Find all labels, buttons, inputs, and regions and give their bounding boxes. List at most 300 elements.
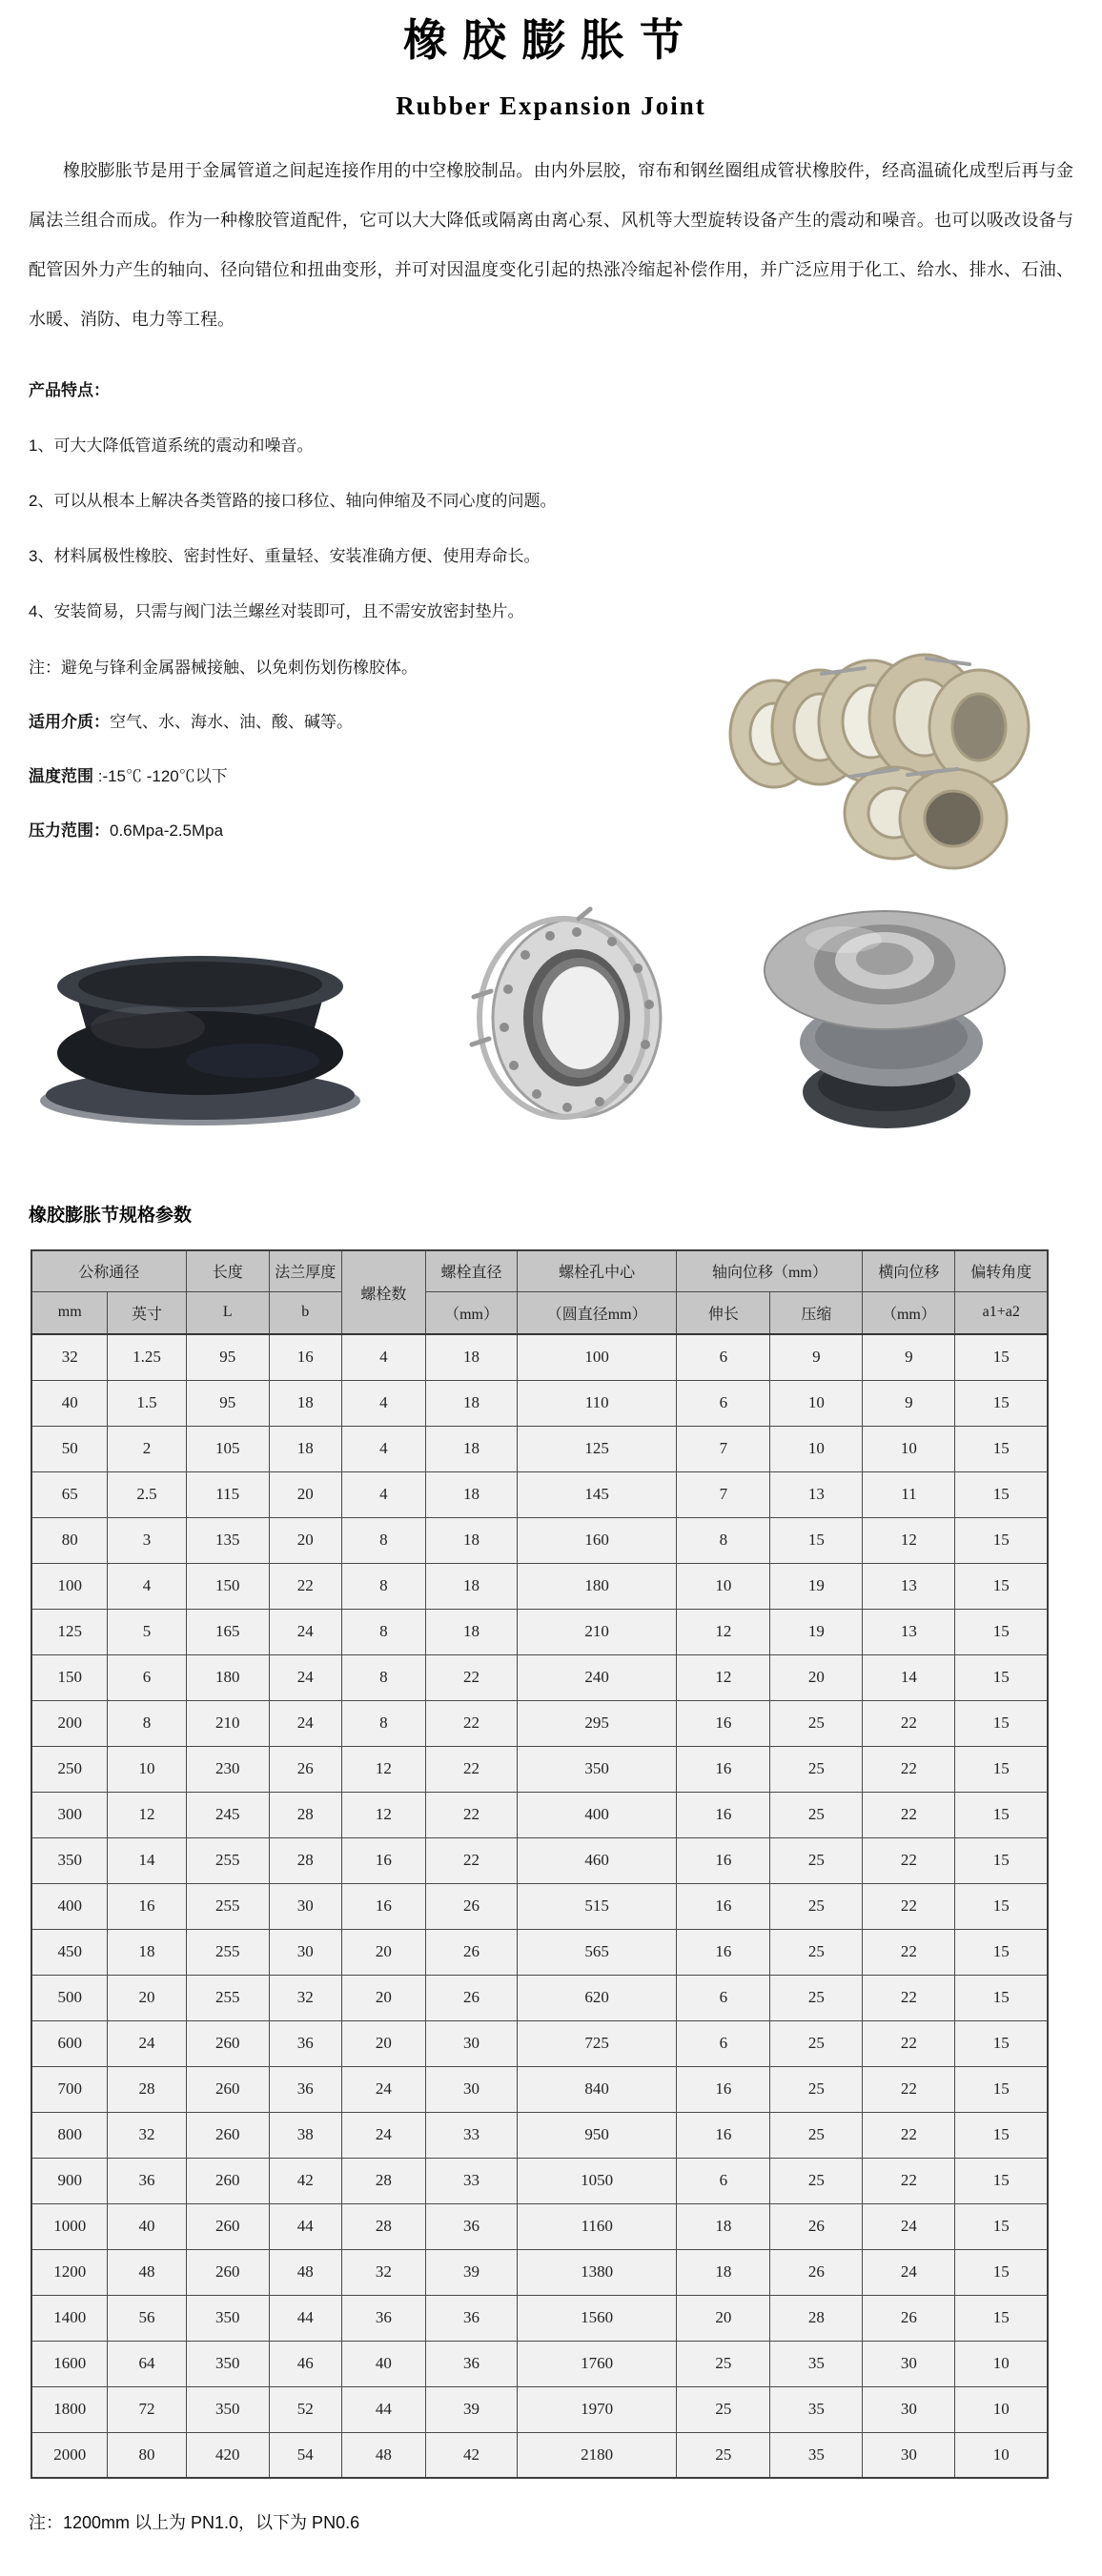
table-cell: 9 — [770, 1334, 863, 1380]
table-cell: 25 — [770, 1792, 863, 1837]
table-row — [31, 1700, 1048, 1746]
table-cell: 5 — [108, 1609, 186, 1654]
table-cell: 350 — [186, 2386, 269, 2432]
table-cell: 1760 — [518, 2341, 677, 2386]
intro-paragraph: 橡胶膨胀节是用于金属管道之间起连接作用的中空橡胶制品。由内外层胶，帘布和钢丝圈组成管状橡胶件，经高温硫化成型后再与金属法兰组合而成。作为一种橡胶管道配件，它可以大大降低或隔离由离心泵、风机等大型旋转设备产生的震动和噪音。也可以吸改设备与配管因外力产生的轴向、径向错位和扭曲变形，并可对因温度变化引起的热涨冷缩起补偿作用，并广泛应用于化工、给水、排水、石油、水暖、消防、电力等工程。 — [29, 161, 1073, 329]
table-cell: 22 — [426, 1746, 518, 1792]
spec-value-pressure: 0.6Mpa-2.5Mpa — [110, 821, 224, 840]
table-cell: 260 — [186, 2020, 269, 2066]
table-cell: 15 — [955, 1929, 1048, 1975]
table-cell: 39 — [426, 2386, 518, 2432]
col-length-sub: L — [186, 1291, 269, 1334]
table-cell: 35 — [770, 2432, 863, 2478]
table-cell: 250 — [31, 1746, 108, 1792]
table-cell: 30 — [269, 1883, 341, 1929]
col-flange-thickness: 法兰厚度 — [269, 1250, 341, 1291]
table-cell: 300 — [31, 1792, 108, 1837]
table-cell: 25 — [770, 1883, 863, 1929]
table-row — [31, 2386, 1048, 2432]
table-cell: 25 — [677, 2341, 770, 2386]
usage-note: 注：避免与锋利金属器械接触、以免刺伤划伤橡胶体。 — [29, 659, 418, 677]
table-cell: 15 — [955, 1746, 1048, 1792]
table-cell: 44 — [269, 2295, 341, 2341]
table-cell: 16 — [341, 1837, 425, 1883]
table-cell: 15 — [955, 2158, 1048, 2203]
table-cell: 15 — [955, 1517, 1048, 1563]
table-cell: 16 — [341, 1883, 425, 1929]
table-cell: 150 — [31, 1654, 108, 1700]
table-cell: 260 — [186, 2112, 269, 2158]
table-cell: 35 — [770, 2341, 863, 2386]
table-cell: 25 — [677, 2386, 770, 2432]
spec-line-pressure — [29, 817, 696, 841]
table-cell: 255 — [186, 1883, 269, 1929]
table-cell: 24 — [269, 1700, 341, 1746]
table-cell: 36 — [108, 2158, 186, 2203]
table-cell: 24 — [341, 2066, 425, 2112]
table-cell: 80 — [108, 2432, 186, 2478]
table-cell: 18 — [426, 1471, 518, 1517]
table-cell: 25 — [770, 1700, 863, 1746]
table-cell: 1970 — [518, 2386, 677, 2432]
table-cell: 700 — [31, 2066, 108, 2112]
col-mm: mm — [31, 1291, 108, 1334]
table-row — [31, 1929, 1048, 1975]
table-cell: 565 — [518, 1929, 677, 1975]
table-cell: 56 — [108, 2295, 186, 2341]
table-row — [31, 1975, 1048, 2020]
product-photo-metal-flange-ring — [464, 905, 672, 1131]
table-cell: 25 — [770, 2066, 863, 2112]
table-cell: 255 — [186, 1929, 269, 1975]
table-cell: 15 — [955, 2112, 1048, 2158]
table-cell: 260 — [186, 2249, 269, 2295]
table-row — [31, 2432, 1048, 2478]
table-cell: 26 — [770, 2249, 863, 2295]
feature-item-2: 2、可以从根本上解决各类管路的接口移位、轴向伸缩及不同心度的问题。 — [29, 492, 557, 510]
table-cell: 210 — [186, 1700, 269, 1746]
table-cell: 35 — [770, 2386, 863, 2432]
table-cell: 24 — [863, 2203, 955, 2249]
table-cell: 15 — [955, 1471, 1048, 1517]
col-bolt-circle: 螺栓孔中心 — [518, 1250, 677, 1291]
table-cell: 33 — [426, 2158, 518, 2203]
table-cell: 39 — [426, 2249, 518, 2295]
spec-line-temperature — [29, 762, 696, 786]
table-cell: 25 — [770, 1929, 863, 1975]
table-cell: 1800 — [31, 2386, 108, 2432]
table-row — [31, 1837, 1048, 1883]
table-cell: 22 — [426, 1792, 518, 1837]
table-cell: 150 — [186, 1563, 269, 1609]
table-cell: 36 — [269, 2066, 341, 2112]
product-photo-gray-rubber-joint — [758, 902, 1015, 1134]
spec-table-section — [17, 1201, 1085, 2534]
table-cell: 8 — [341, 1700, 425, 1746]
table-cell: 44 — [341, 2386, 425, 2432]
table-cell: 80 — [31, 1517, 108, 1563]
table-cell: 26 — [269, 1746, 341, 1792]
table-cell: 13 — [863, 1609, 955, 1654]
spec-line-medium — [29, 708, 696, 732]
table-cell: 10 — [955, 2432, 1048, 2478]
table-row — [31, 1609, 1048, 1654]
table-cell: 15 — [955, 1426, 1048, 1471]
table-cell: 15 — [955, 1609, 1048, 1654]
table-cell: 400 — [31, 1883, 108, 1929]
table-cell: 48 — [269, 2249, 341, 2295]
col-inch: 英寸 — [108, 1291, 186, 1334]
table-cell: 12 — [677, 1654, 770, 1700]
table-cell: 620 — [518, 1975, 677, 2020]
table-cell: 950 — [518, 2112, 677, 2158]
table-cell: 18 — [426, 1334, 518, 1380]
table-cell: 26 — [863, 2295, 955, 2341]
table-cell: 2180 — [518, 2432, 677, 2478]
table-cell: 1050 — [518, 2158, 677, 2203]
table-cell: 64 — [108, 2341, 186, 2386]
col-bolt-diameter: 螺栓直径 — [426, 1250, 518, 1291]
spec-table-body — [31, 1334, 1048, 2478]
table-cell: 6 — [677, 2158, 770, 2203]
table-cell: 38 — [269, 2112, 341, 2158]
table-cell: 25 — [770, 2158, 863, 2203]
table-cell: 10 — [770, 1426, 863, 1471]
table-cell: 18 — [108, 1929, 186, 1975]
product-photo-black-rubber-joint — [5, 937, 386, 1129]
table-cell: 25 — [770, 1837, 863, 1883]
table-cell: 16 — [677, 1837, 770, 1883]
table-cell: 22 — [863, 1883, 955, 1929]
col-length: 长度 — [186, 1250, 269, 1291]
table-cell: 11 — [863, 1471, 955, 1517]
table-cell: 10 — [955, 2341, 1048, 2386]
col-axial-displacement: 轴向位移（mm） — [677, 1250, 863, 1291]
table-cell: 2000 — [31, 2432, 108, 2478]
table-cell: 20 — [770, 1654, 863, 1700]
table-cell: 42 — [426, 2432, 518, 2478]
col-axial-comp: 压缩 — [770, 1291, 863, 1334]
table-cell: 3 — [108, 1517, 186, 1563]
table-cell: 16 — [108, 1883, 186, 1929]
col-axial-ext: 伸长 — [677, 1291, 770, 1334]
footer-note: 注：1200mm 以上为 PN1.0，以下为 PN0.6 — [29, 2513, 360, 2532]
spec-label-temperature: 温度范围 — [29, 767, 93, 785]
table-cell: 8 — [108, 1700, 186, 1746]
table-cell: 8 — [341, 1654, 425, 1700]
table-cell: 30 — [426, 2020, 518, 2066]
table-row — [31, 2249, 1048, 2295]
table-cell: 22 — [863, 1700, 955, 1746]
table-cell: 600 — [31, 2020, 108, 2066]
feature-item-3: 3、材料属极性橡胶、密封性好、重量轻、安装准确方便、使用寿命长。 — [29, 547, 541, 565]
table-cell: 295 — [518, 1700, 677, 1746]
table-cell: 36 — [269, 2020, 341, 2066]
table-cell: 24 — [269, 1609, 341, 1654]
table-cell: 46 — [269, 2341, 341, 2386]
table-cell: 18 — [269, 1426, 341, 1471]
col-lateral: 横向位移 — [863, 1250, 955, 1291]
table-cell: 800 — [31, 2112, 108, 2158]
table-cell: 22 — [863, 2066, 955, 2112]
table-cell: 15 — [955, 1883, 1048, 1929]
table-cell: 30 — [863, 2341, 955, 2386]
table-cell: 14 — [108, 1837, 186, 1883]
table-cell: 22 — [269, 1563, 341, 1609]
table-cell: 1200 — [31, 2249, 108, 2295]
table-row — [31, 2203, 1048, 2249]
table-cell: 8 — [341, 1609, 425, 1654]
table-row — [31, 1654, 1048, 1700]
table-cell: 22 — [863, 1837, 955, 1883]
table-cell: 19 — [770, 1609, 863, 1654]
features-section — [29, 376, 696, 841]
table-cell: 1400 — [31, 2295, 108, 2341]
col-flange-sub: b — [269, 1291, 341, 1334]
table-cell: 16 — [677, 1929, 770, 1975]
table-cell: 1560 — [518, 2295, 677, 2341]
table-cell: 460 — [518, 1837, 677, 1883]
table-cell: 10 — [863, 1426, 955, 1471]
table-cell: 125 — [518, 1426, 677, 1471]
table-cell: 105 — [186, 1426, 269, 1471]
table-cell: 19 — [770, 1563, 863, 1609]
table-cell: 20 — [269, 1517, 341, 1563]
table-cell: 22 — [863, 2112, 955, 2158]
table-cell: 95 — [186, 1334, 269, 1380]
table-cell: 25 — [770, 1975, 863, 2020]
table-cell: 18 — [426, 1609, 518, 1654]
table-cell: 22 — [426, 1700, 518, 1746]
table-cell: 515 — [518, 1883, 677, 1929]
table-cell: 110 — [518, 1380, 677, 1426]
table-cell: 15 — [955, 1654, 1048, 1700]
table-cell: 26 — [770, 2203, 863, 2249]
table-cell: 16 — [677, 1792, 770, 1837]
table-cell: 15 — [955, 2295, 1048, 2341]
table-row — [31, 2158, 1048, 2203]
table-cell: 100 — [518, 1334, 677, 1380]
spec-table-heading: 橡胶膨胀节规格参数 — [29, 1206, 193, 1226]
table-cell: 20 — [108, 1975, 186, 2020]
feature-item-4: 4、安装简易，只需与阀门法兰螺丝对装即可，且不需安放密封垫片。 — [29, 602, 524, 620]
table-cell: 24 — [269, 1654, 341, 1700]
table-cell: 15 — [955, 2020, 1048, 2066]
table-cell: 36 — [426, 2203, 518, 2249]
table-cell: 52 — [269, 2386, 341, 2432]
table-cell: 13 — [770, 1471, 863, 1517]
table-cell: 25 — [770, 2112, 863, 2158]
table-cell: 28 — [770, 2295, 863, 2341]
table-cell: 15 — [955, 2066, 1048, 2112]
table-cell: 36 — [426, 2341, 518, 2386]
table-cell: 30 — [269, 1929, 341, 1975]
table-cell: 450 — [31, 1929, 108, 1975]
table-cell: 22 — [863, 1746, 955, 1792]
table-cell: 500 — [31, 1975, 108, 2020]
table-cell: 260 — [186, 2066, 269, 2112]
table-cell: 18 — [269, 1380, 341, 1426]
table-cell: 30 — [863, 2386, 955, 2432]
table-cell: 6 — [677, 1334, 770, 1380]
table-cell: 18 — [426, 1426, 518, 1471]
table-cell: 725 — [518, 2020, 677, 2066]
table-cell: 65 — [31, 1471, 108, 1517]
table-cell: 32 — [108, 2112, 186, 2158]
table-cell: 210 — [518, 1609, 677, 1654]
table-cell: 26 — [426, 1883, 518, 1929]
table-cell: 20 — [341, 1929, 425, 1975]
table-cell: 12 — [677, 1609, 770, 1654]
table-cell: 32 — [31, 1334, 108, 1380]
table-row — [31, 1792, 1048, 1837]
table-cell: 18 — [677, 2203, 770, 2249]
table-cell: 4 — [341, 1471, 425, 1517]
table-cell: 255 — [186, 1837, 269, 1883]
table-cell: 20 — [677, 2295, 770, 2341]
table-cell: 840 — [518, 2066, 677, 2112]
table-cell: 160 — [518, 1517, 677, 1563]
table-cell: 9 — [863, 1380, 955, 1426]
table-cell: 180 — [518, 1563, 677, 1609]
table-cell: 15 — [955, 1380, 1048, 1426]
table-cell: 900 — [31, 2158, 108, 2203]
table-cell: 115 — [186, 1471, 269, 1517]
table-cell: 16 — [269, 1334, 341, 1380]
table-cell: 28 — [341, 2158, 425, 2203]
table-cell: 24 — [863, 2249, 955, 2295]
table-cell: 72 — [108, 2386, 186, 2432]
spec-label-medium: 适用介质： — [29, 713, 110, 731]
table-cell: 200 — [31, 1700, 108, 1746]
table-cell: 22 — [863, 2020, 955, 2066]
table-cell: 22 — [863, 1929, 955, 1975]
table-cell: 40 — [341, 2341, 425, 2386]
table-cell: 4 — [341, 1380, 425, 1426]
product-photo-wrapped-joints-pile — [707, 615, 1062, 891]
table-cell: 8 — [677, 1517, 770, 1563]
table-cell: 16 — [677, 2066, 770, 2112]
table-cell: 12 — [108, 1792, 186, 1837]
table-cell: 1600 — [31, 2341, 108, 2386]
table-cell: 28 — [269, 1792, 341, 1837]
table-cell: 16 — [677, 1883, 770, 1929]
table-cell: 30 — [863, 2432, 955, 2478]
table-row — [31, 1563, 1048, 1609]
table-row — [31, 2066, 1048, 2112]
table-cell: 20 — [341, 2020, 425, 2066]
table-cell: 15 — [955, 1975, 1048, 2020]
table-cell: 1000 — [31, 2203, 108, 2249]
table-cell: 180 — [186, 1654, 269, 1700]
col-bolt-circle-sub: （圆直径mm） — [518, 1291, 677, 1334]
spec-table — [31, 1249, 1049, 2479]
table-cell: 32 — [341, 2249, 425, 2295]
col-bolt-count: 螺栓数 — [341, 1250, 425, 1334]
table-row — [31, 1883, 1048, 1929]
table-cell: 260 — [186, 2158, 269, 2203]
col-lateral-sub: （mm） — [863, 1291, 955, 1334]
table-cell: 10 — [677, 1563, 770, 1609]
table-cell: 26 — [426, 1929, 518, 1975]
table-cell: 26 — [426, 1975, 518, 2020]
table-cell: 10 — [955, 2386, 1048, 2432]
table-cell: 12 — [341, 1792, 425, 1837]
table-cell: 36 — [341, 2295, 425, 2341]
table-cell: 20 — [341, 1975, 425, 2020]
table-cell: 15 — [955, 1334, 1048, 1380]
table-cell: 245 — [186, 1792, 269, 1837]
col-bolt-diameter-sub: （mm） — [426, 1291, 518, 1334]
table-cell: 18 — [426, 1563, 518, 1609]
table-cell: 12 — [863, 1517, 955, 1563]
page-subtitle: Rubber Expansion Joint — [396, 91, 706, 120]
table-row — [31, 1334, 1048, 1380]
table-cell: 230 — [186, 1746, 269, 1792]
table-cell: 18 — [426, 1380, 518, 1426]
table-cell: 10 — [770, 1380, 863, 1426]
table-cell: 40 — [108, 2203, 186, 2249]
table-row — [31, 2020, 1048, 2066]
col-nominal-diameter: 公称通径 — [31, 1250, 186, 1291]
table-cell: 2 — [108, 1426, 186, 1471]
table-cell: 16 — [677, 1700, 770, 1746]
table-row — [31, 2341, 1048, 2386]
col-deflection: 偏转角度 — [955, 1250, 1048, 1291]
table-cell: 15 — [955, 1792, 1048, 1837]
table-cell: 25 — [677, 2432, 770, 2478]
table-cell: 15 — [955, 1837, 1048, 1883]
table-cell: 1.25 — [108, 1334, 186, 1380]
table-cell: 9 — [863, 1334, 955, 1380]
table-cell: 4 — [108, 1563, 186, 1609]
table-cell: 40 — [31, 1380, 108, 1426]
table-cell: 20 — [269, 1471, 341, 1517]
table-cell: 165 — [186, 1609, 269, 1654]
table-cell: 30 — [426, 2066, 518, 2112]
table-cell: 33 — [426, 2112, 518, 2158]
table-cell: 16 — [677, 2112, 770, 2158]
spec-label-pressure: 压力范围： — [29, 821, 110, 840]
table-cell: 400 — [518, 1792, 677, 1837]
table-cell: 13 — [863, 1563, 955, 1609]
table-cell: 350 — [518, 1746, 677, 1792]
table-row — [31, 1517, 1048, 1563]
table-cell: 15 — [955, 1700, 1048, 1746]
spec-value-medium: 空气、水、海水、油、酸、碱等。 — [110, 713, 353, 731]
table-cell: 22 — [426, 1837, 518, 1883]
table-cell: 95 — [186, 1380, 269, 1426]
table-cell: 135 — [186, 1517, 269, 1563]
table-cell: 44 — [269, 2203, 341, 2249]
table-cell: 36 — [426, 2295, 518, 2341]
table-cell: 15 — [955, 1563, 1048, 1609]
table-cell: 48 — [341, 2432, 425, 2478]
table-cell: 6 — [677, 2020, 770, 2066]
table-cell: 1160 — [518, 2203, 677, 2249]
table-cell: 50 — [31, 1426, 108, 1471]
table-cell: 24 — [341, 2112, 425, 2158]
table-cell: 32 — [269, 1975, 341, 2020]
table-cell: 260 — [186, 2203, 269, 2249]
table-cell: 12 — [341, 1746, 425, 1792]
feature-item-1: 1、可大大降低管道系统的震动和噪音。 — [29, 436, 314, 455]
table-cell: 10 — [108, 1746, 186, 1792]
table-cell: 350 — [186, 2295, 269, 2341]
table-cell: 4 — [341, 1426, 425, 1471]
table-cell: 22 — [863, 1792, 955, 1837]
table-cell: 18 — [677, 2249, 770, 2295]
